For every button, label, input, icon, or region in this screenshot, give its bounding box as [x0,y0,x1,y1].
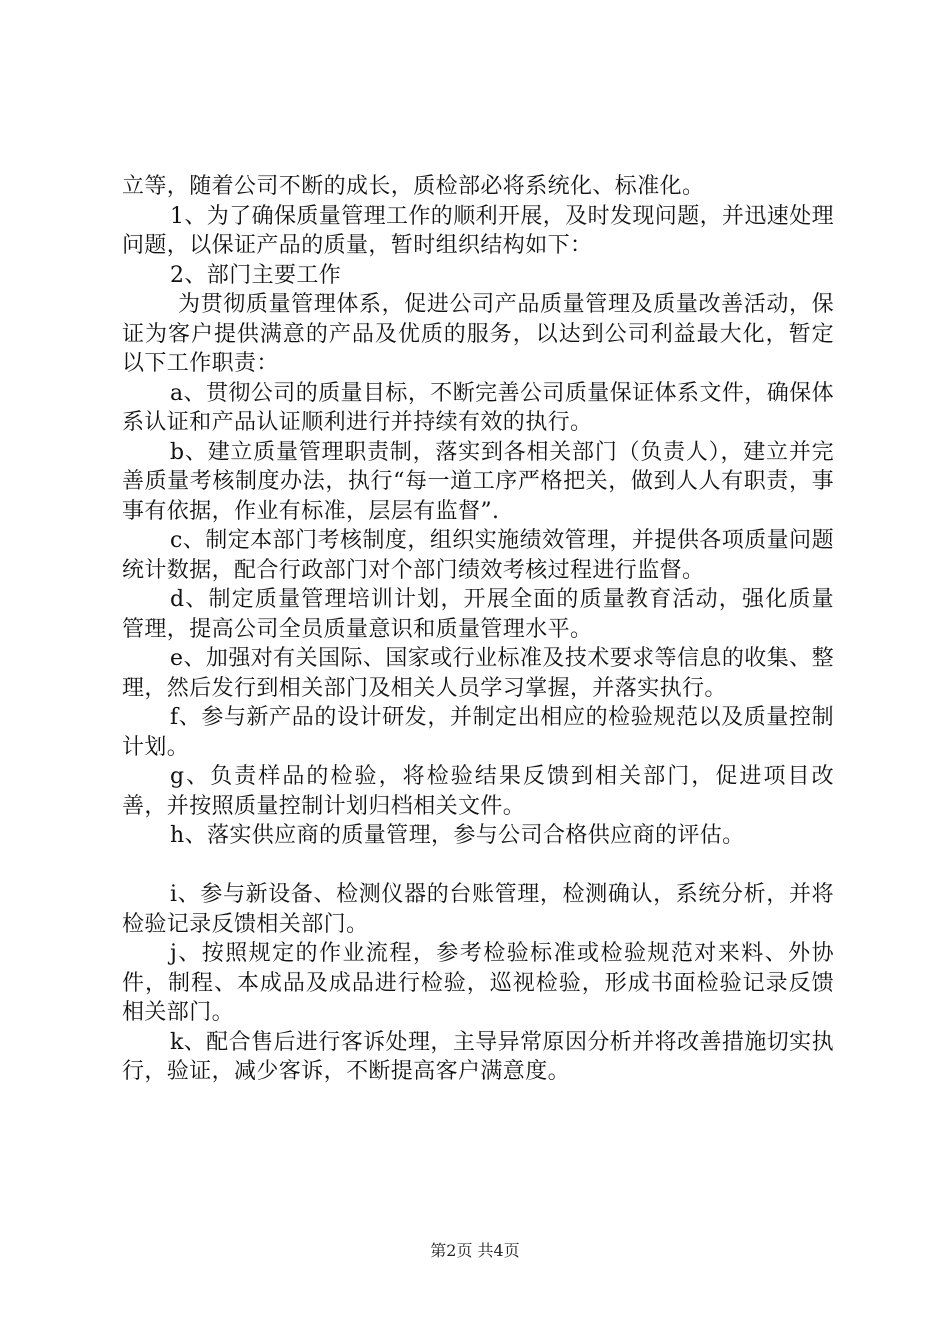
paragraph-duty-i: i、参与新设备、检测仪器的台账管理，检测确认，系统分析，并将检验记录反馈相关部门。 [122,882,834,937]
paragraph-duty-j: j、按照规定的作业流程，参考检验标准或检验规范对来料、外协件，制程、本成品及成品进行检验，巡视检验，形成书面检验记录反馈相关部门。 [122,941,834,1025]
paragraph-duty-c: c、制定本部门考核制度，组织实施绩效管理，并提供各项质量问题统计数据，配合行政部门对个部门绩效考核过程进行监督。 [122,528,834,583]
paragraph-duty-g: g、负责样品的检验，将检验结果反馈到相关部门，促进项目改善，并按照质量控制计划归档相关文件。 [122,764,834,819]
paragraph-duty-h: h、落实供应商的质量管理，参与公司合格供应商的评估。 [170,823,745,848]
paragraph-duty-e: e、加强对有关国际、国家或行业标准及技术要求等信息的收集、整理，然后发行到相关部门及相关人员学习掌握，并落实执行。 [122,646,834,701]
paragraph-continuation: 立等，随着公司不断的成长，质检部必将系统化、标准化。 [122,174,705,199]
paragraph-duty-d: d、制定质量管理培训计划，开展全面的质量教育活动，强化质量管理，提高公司全员质量意识和质量管理水平。 [122,587,834,642]
blank-line [122,851,834,881]
page-number-footer: 第2页 共4页 [430,1241,520,1260]
paragraph-item-1: 1、为了确保质量管理工作的顺利开展，及时发现问题，并迅速处理问题，以保证产品的质量，暂时组织结构如下： [122,203,834,258]
paragraph-duty-b: b、建立质量管理职责制，落实到各相关部门（负责人），建立并完善质量考核制度办法，执行“每一道工序严格把关，做到人人有职责，事事有依据，作业有标准，层层有监督”. [122,439,834,524]
paragraph-item-2-heading: 2、部门主要工作 [170,262,342,288]
paragraph-intro: 为贯彻质量管理体系，促进公司产品质量管理及质量改善活动，保证为客户提供满意的产品及优质的服务，以达到公司利益最大化，暂定以下工作职责： [122,292,834,376]
paragraph-duty-f: f、参与新产品的设计研发，并制定出相应的检验规范以及质量控制计划。 [122,705,834,760]
paragraph-duty-a: a、贯彻公司的质量目标，不断完善公司质量保证体系文件，确保体系认证和产品认证顺利进行并持续有效的执行。 [122,380,834,435]
paragraph-duty-k: k、配合售后进行客诉处理，主导异常原因分析并将改善措施切实执行，验证，减少客诉，不断提高客户满意度。 [122,1029,834,1084]
document-body [122,172,834,1087]
